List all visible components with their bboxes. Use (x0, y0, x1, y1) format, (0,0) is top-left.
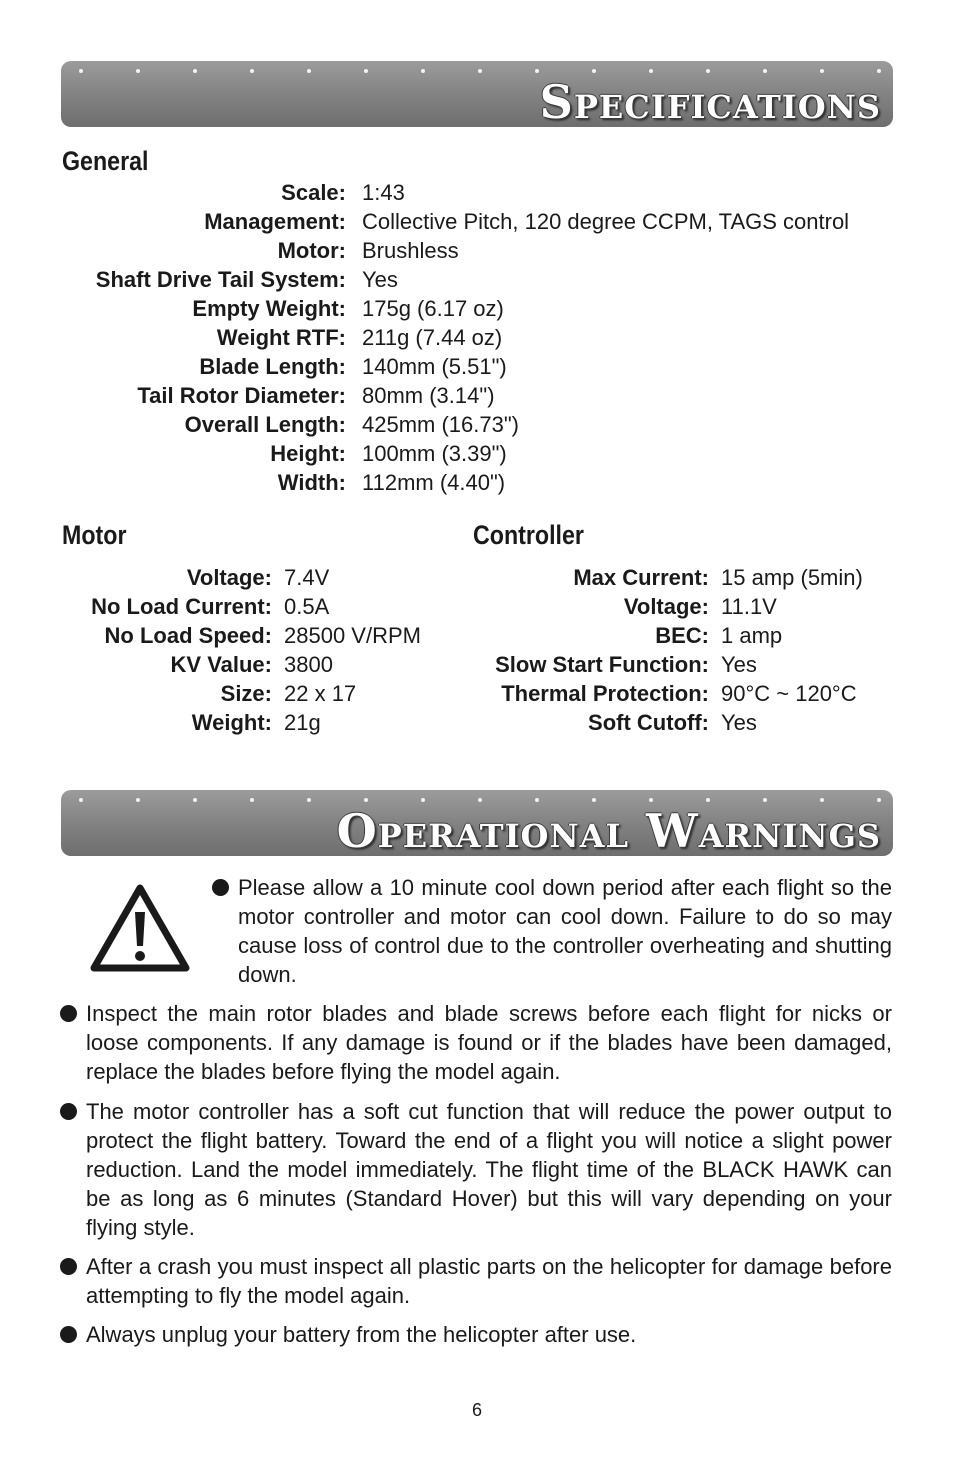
page-number: 6 (471, 1400, 482, 1420)
spec-label: Scale: (281, 179, 346, 205)
motor-row (62, 563, 421, 592)
bullet-icon (60, 1326, 77, 1343)
general-row (62, 294, 849, 323)
specifications-banner (61, 61, 893, 127)
spec-value: 1:43 (362, 179, 405, 205)
spec-label: Voltage: (623, 593, 709, 619)
spec-value: 0.5A (284, 593, 330, 619)
spec-value: 140mm (5.51") (362, 353, 507, 379)
spec-value: 90°C ~ 120°C (721, 680, 857, 706)
spec-value: 425mm (16.73") (362, 411, 519, 437)
spec-label: Size: (220, 680, 272, 706)
spec-value: Collective Pitch, 120 degree CCPM, TAGS control (362, 208, 850, 234)
general-spec-table (62, 178, 849, 497)
controller-row (468, 679, 863, 708)
motor-row (62, 679, 421, 708)
spec-value: 3800 (284, 651, 333, 677)
spec-label: Shaft Drive Tail System: (95, 266, 346, 292)
general-row (62, 207, 849, 236)
motor-row (62, 592, 421, 621)
spec-value: 211g (7.44 oz) (362, 324, 503, 350)
general-row (62, 236, 849, 265)
spec-value: 1 amp (721, 622, 783, 648)
spec-value: Yes (362, 266, 398, 292)
bullet-icon (212, 879, 229, 896)
spec-value: 175g (6.17 oz) (362, 295, 504, 321)
spec-label: Width: (277, 469, 346, 495)
spec-value: 21g (284, 709, 321, 735)
spec-label: Empty Weight: (192, 295, 346, 321)
controller-row (468, 621, 863, 650)
bullet-icon (60, 1258, 77, 1275)
spec-label: Management: (204, 208, 346, 234)
general-heading: General (62, 146, 149, 176)
motor-heading: Motor (62, 520, 127, 550)
spec-value: Yes (721, 651, 757, 677)
motor-row (62, 650, 421, 679)
controller-row (468, 592, 863, 621)
warnings-banner (61, 790, 893, 856)
spec-value: 28500 V/RPM (284, 622, 421, 648)
spec-label: No Load Current: (91, 593, 272, 619)
general-row (62, 178, 849, 207)
spec-value: 100mm (3.39") (362, 440, 507, 466)
spec-label: No Load Speed: (104, 622, 272, 648)
general-row (62, 352, 849, 381)
spec-value: 80mm (3.14") (362, 382, 495, 408)
spec-label: Soft Cutoff: (588, 709, 709, 735)
warning-item: Please allow a 10 minute cool down period after each flight so the motor controller and motor can cool down. Failure to do so may cause loss of control due to the controller overheating and shutting down. (238, 875, 892, 987)
spec-label: Weight RTF: (216, 324, 346, 350)
spec-label: Thermal Protection: (501, 680, 709, 706)
spec-label: Voltage: (186, 564, 272, 590)
spec-label: Overall Length: (184, 411, 346, 437)
motor-row (62, 708, 421, 737)
general-row (62, 381, 849, 410)
spec-label: Height: (270, 440, 346, 466)
warning-item: Always unplug your battery from the helicopter after use. (86, 1322, 637, 1347)
spec-label: BEC: (655, 622, 709, 648)
spec-value: 22 x 17 (284, 680, 357, 706)
controller-spec-table (468, 563, 863, 737)
warnings-title: Operational Warnings (336, 804, 881, 856)
spec-label: Motor: (277, 237, 346, 263)
bullet-icon (60, 1103, 77, 1120)
spec-value: Yes (721, 709, 757, 735)
general-row (62, 265, 849, 294)
spec-value: 7.4V (284, 564, 330, 590)
spec-label: Max Current: (573, 564, 709, 590)
bullet-icon (60, 1005, 77, 1022)
motor-spec-table (62, 563, 421, 737)
specifications-title: Specifications (539, 75, 881, 127)
spec-value: 15 amp (5min) (721, 564, 863, 590)
controller-row (468, 563, 863, 592)
general-row (62, 323, 849, 352)
controller-row (468, 650, 863, 679)
warning-item: After a crash you must inspect all plastic parts on the helicopter for damage before attempting to fly the model again. (86, 1254, 892, 1308)
spec-label: Tail Rotor Diameter: (137, 382, 346, 408)
warning-item: Inspect the main rotor blades and blade screws before each flight for nicks or loose components. If any damage is found or if the blades have been damaged, replace the blades before flying the model again. (86, 1001, 892, 1084)
spec-label: Blade Length: (199, 353, 346, 379)
warning-triangle-icon (88, 882, 192, 974)
controller-heading: Controller (473, 520, 584, 550)
spec-label: Weight: (191, 709, 272, 735)
general-row (62, 468, 849, 497)
general-row (62, 439, 849, 468)
spec-label: KV Value: (170, 651, 272, 677)
controller-row (468, 708, 863, 737)
spec-label: Slow Start Function: (495, 651, 709, 677)
general-row (62, 410, 849, 439)
spec-value: 112mm (4.40") (362, 469, 506, 495)
spec-value: 11.1V (721, 593, 777, 619)
motor-row (62, 621, 421, 650)
warning-item: The motor controller has a soft cut function that will reduce the power output to protect the flight battery. Toward the end of a flight you will notice a slight power reduction. Land the model immediately. The flight time of the BLACK HAWK can be as long as 6 minutes (Standard Hover) but this will vary depending on your flying style. (86, 1099, 892, 1240)
spec-value: Brushless (362, 237, 459, 263)
